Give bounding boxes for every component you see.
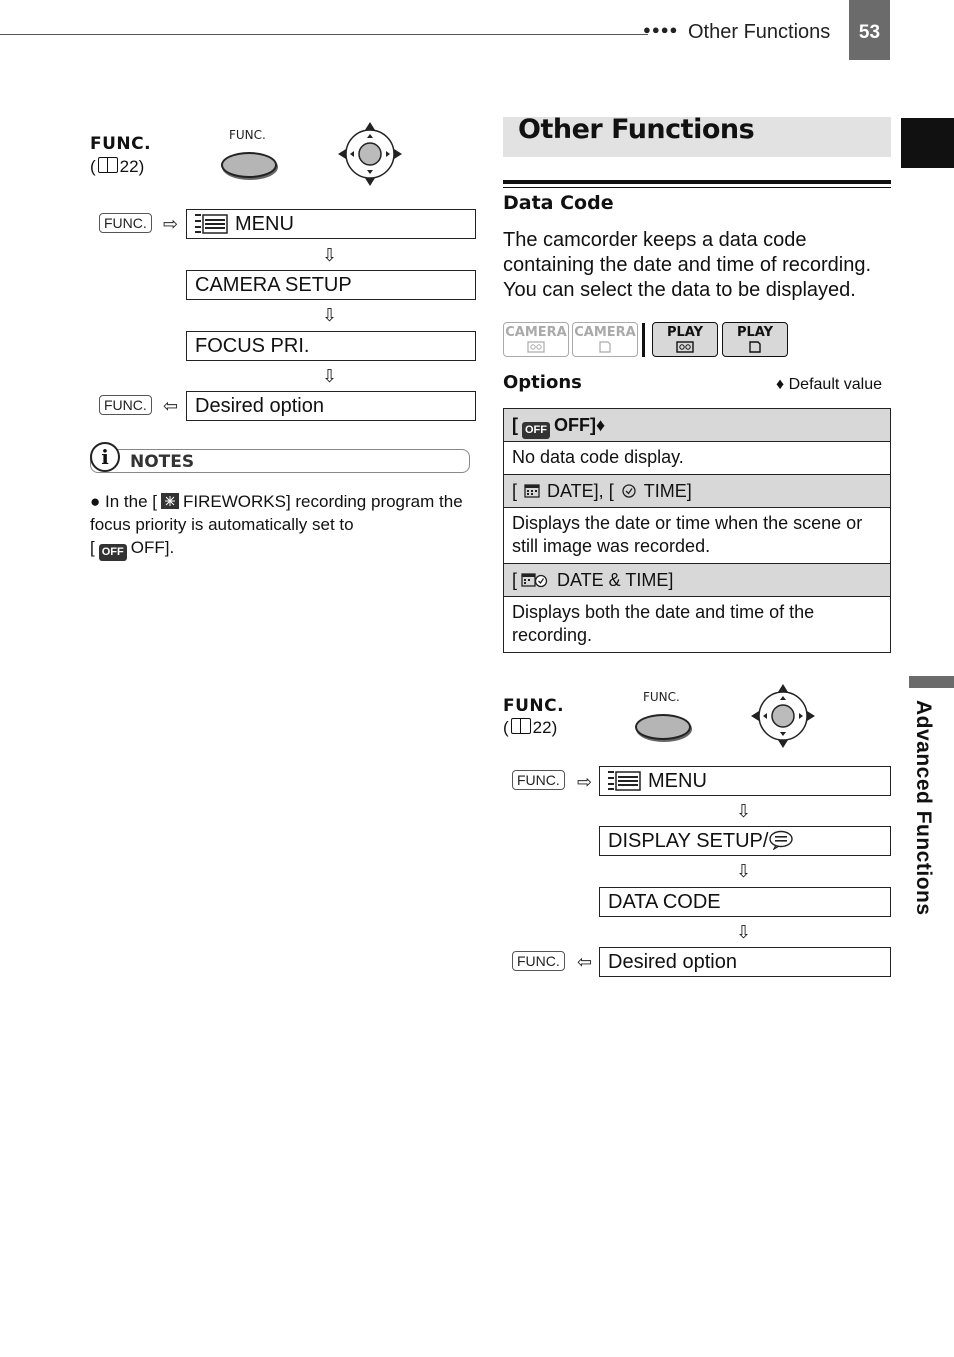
bullet: ● — [90, 492, 101, 511]
chapter-tab — [905, 700, 945, 930]
page-ref-num: 22) — [532, 718, 558, 737]
default-marker: ♦ — [776, 376, 785, 393]
body-paragraph: The camcorder keeps a data code containing the date and time of recording. You can select the data to be displayed. — [503, 229, 872, 301]
func-button-caption: FUNC. — [229, 128, 266, 142]
option-name: TIME] — [643, 481, 692, 501]
section-rule — [503, 180, 891, 184]
down-arrow-icon: ⇩ — [736, 801, 752, 821]
right-arrow-icon: ⇨ — [163, 214, 179, 234]
card-icon — [598, 341, 612, 353]
down-arrow-icon: ⇩ — [736, 861, 752, 881]
left-arrow-icon: ⇦ — [163, 396, 179, 416]
menu-step-label: MENU — [648, 770, 707, 792]
option-date-and-time-description: Displays both the date and time of the recording. — [512, 602, 815, 645]
menu-step-display-setup — [599, 826, 891, 856]
calendar-icon — [521, 483, 543, 499]
bracket: [ — [512, 415, 518, 435]
mode-camera-tape — [503, 322, 569, 357]
section-rule-thin — [503, 187, 891, 188]
subsection-title: Data Code — [503, 192, 614, 214]
menu-list-icon — [608, 769, 642, 791]
default-value-text: Default value — [788, 376, 883, 393]
fireworks-icon — [160, 493, 180, 509]
book-icon — [98, 157, 118, 173]
options-table — [503, 408, 891, 653]
func-key: FUNC. — [99, 395, 152, 415]
func-key: FUNC. — [512, 770, 565, 790]
options-label: Options — [503, 372, 582, 393]
down-arrow-icon: ⇩ — [322, 366, 338, 386]
down-arrow-icon: ⇩ — [322, 245, 338, 265]
option-name: OFF]♦ — [554, 415, 606, 435]
menu-step-focus-pri: FOCUS PRI. — [186, 331, 476, 361]
mode-play-tape — [652, 322, 718, 357]
page-reference — [90, 157, 144, 177]
func-button-icon — [221, 152, 277, 178]
menu-list-icon — [195, 212, 229, 234]
mode-label: PLAY — [666, 325, 704, 340]
option-off-description: No data code display. — [504, 442, 890, 475]
page-reference — [503, 718, 557, 738]
func-key: FUNC. — [512, 951, 565, 971]
menu-step-desired-option: Desired option — [599, 947, 891, 977]
header-dots: ●●●● — [643, 22, 679, 37]
chapter-tab-label: Advanced Functions — [912, 700, 935, 916]
option-off-header — [504, 409, 890, 442]
header-rule — [0, 34, 648, 35]
option-date-time-description: Displays the date or time when the scene or still image was recorded. — [504, 508, 890, 564]
note-text: In the [ — [105, 492, 157, 511]
func-key: FUNC. — [99, 213, 152, 233]
func-button-icon — [635, 714, 691, 740]
joystick-icon — [336, 120, 404, 188]
speech-bubble-icon — [768, 830, 794, 850]
page-number: 53 — [858, 22, 881, 43]
menu-step-menu — [599, 766, 891, 796]
func-label: FUNC. — [90, 134, 152, 154]
note-item — [90, 490, 470, 561]
page-ref-num: 22) — [119, 157, 145, 176]
mode-play-card — [722, 322, 788, 357]
note-text: [ — [90, 538, 95, 557]
chapter-tab-bar — [909, 676, 954, 688]
mode-label: CAMERA — [505, 325, 567, 340]
page-ref-open: ( — [503, 718, 509, 737]
card-icon — [748, 341, 762, 353]
left-arrow-icon: ⇦ — [577, 952, 593, 972]
tape-icon — [527, 341, 545, 353]
section-title: Other Functions — [518, 114, 755, 145]
header-title: Other Functions — [688, 21, 831, 43]
page-number-tab — [849, 0, 890, 60]
info-icon: i — [90, 442, 120, 472]
note-text: OFF]. — [130, 538, 175, 557]
date-time-icon — [519, 572, 551, 588]
option-date-and-time-header — [504, 564, 890, 597]
note-text: FIREWORKS] recording program the focus priority is automatically set to — [90, 492, 463, 534]
tape-icon — [676, 341, 694, 353]
option-date-time-header — [504, 475, 890, 508]
func-button-caption: FUNC. — [643, 690, 680, 704]
mode-separator — [642, 323, 645, 357]
right-arrow-icon: ⇨ — [577, 772, 593, 792]
joystick-icon — [749, 682, 817, 750]
option-name: DATE & TIME] — [557, 570, 674, 590]
menu-step-label: DISPLAY SETUP/ — [608, 830, 769, 852]
default-value-note — [776, 376, 882, 394]
down-arrow-icon: ⇩ — [322, 305, 338, 325]
book-icon — [511, 718, 531, 734]
off-icon: OFF — [99, 544, 127, 561]
func-label: FUNC. — [503, 696, 565, 716]
menu-step-menu — [186, 209, 476, 239]
notes-label: NOTES — [130, 452, 195, 472]
clock-icon — [618, 483, 640, 499]
mode-camera-card — [572, 322, 638, 357]
off-icon: OFF — [522, 422, 550, 439]
bracket: [ — [512, 481, 518, 501]
chapter-marker — [901, 118, 954, 168]
menu-step-desired-option: Desired option — [186, 391, 476, 421]
menu-step-label: MENU — [235, 213, 294, 235]
option-name: DATE], [ — [547, 481, 614, 501]
mode-label: PLAY — [736, 325, 774, 340]
menu-step-camera-setup: CAMERA SETUP — [186, 270, 476, 300]
bracket: [ — [512, 570, 518, 590]
page-ref-open: ( — [90, 157, 96, 176]
mode-label: CAMERA — [574, 325, 636, 340]
down-arrow-icon: ⇩ — [736, 922, 752, 942]
menu-step-data-code: DATA CODE — [599, 887, 891, 917]
